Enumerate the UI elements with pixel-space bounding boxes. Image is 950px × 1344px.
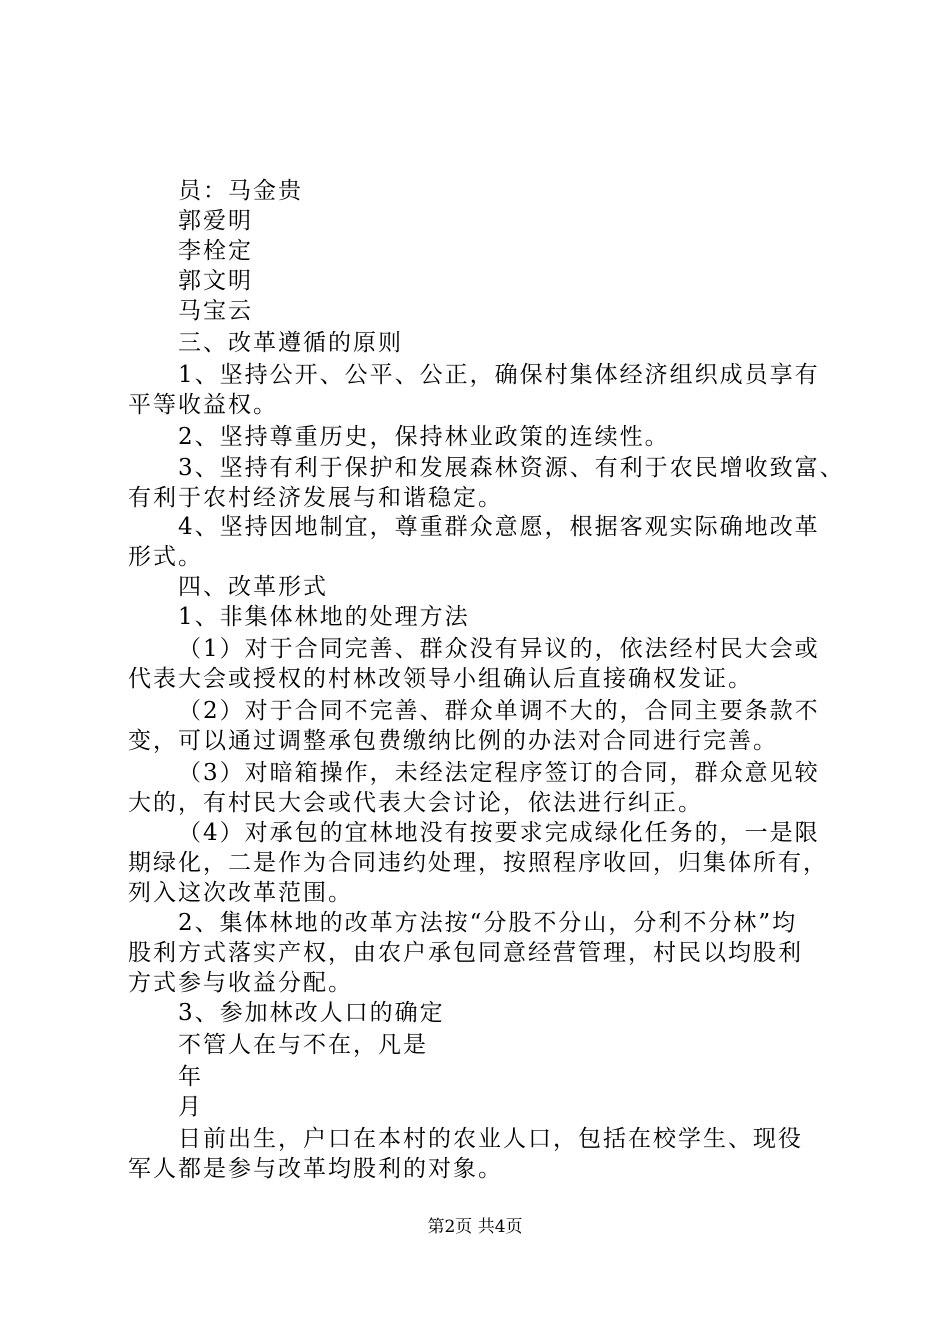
page-number-footer: 第2页 共4页	[427, 1217, 523, 1237]
committee-member-name: 李栓定	[178, 238, 253, 264]
date-fragment-year: 年	[178, 1064, 203, 1090]
date-fragment-month: 月	[178, 1094, 203, 1120]
section-heading-principles: 三、改革遵循的原则	[178, 330, 403, 356]
paragraph-line: 形式。	[128, 544, 203, 570]
subsection-heading: 1、非集体林地的处理方法	[178, 604, 470, 630]
paragraph-line: 1、坚持公开、公平、公正，确保村集体经济组织成员享有	[178, 362, 820, 388]
paragraph-line: 方式参与收益分配。	[128, 970, 353, 996]
paragraph-line: （4）对承包的宜林地没有按要求完成绿化任务的，一是限	[178, 820, 820, 846]
committee-member-name: 马宝云	[178, 298, 253, 324]
paragraph-line: 4、坚持因地制宜，尊重群众意愿，根据客观实际确地改革	[178, 514, 820, 540]
paragraph-line: 股利方式落实产权，由农户承包同意经营管理，村民以均股利	[128, 940, 803, 966]
paragraph-line: 列入这次改革范围。	[128, 880, 353, 906]
paragraph-line: 有利于农村经济发展与和谐稳定。	[128, 485, 503, 511]
paragraph-line: 军人都是参与改革均股利的对象。	[128, 1156, 503, 1182]
paragraph-line: （2）对于合同不完善、群众单调不大的，合同主要条款不	[178, 698, 820, 724]
section-heading-forms: 四、改革形式	[178, 574, 328, 600]
paragraph-line: 代表大会或授权的村林改领导小组确认后直接确权发证。	[128, 666, 753, 692]
paragraph-line: 3、坚持有利于保护和发展森林资源、有利于农民增收致富、	[178, 455, 845, 481]
paragraph-line: 平等收益权。	[128, 392, 278, 418]
committee-member-name: 郭爱明	[178, 208, 253, 234]
paragraph-line: 2、集体林地的改革方法按“分股不分山，分利不分林”均	[178, 910, 798, 936]
paragraph-line: 2、坚持尊重历史，保持林业政策的连续性。	[178, 424, 670, 450]
paragraph-line: 期绿化，二是作为合同违约处理，按照程序收回，归集体所有，	[128, 850, 828, 876]
paragraph-line: 大的，有村民大会或代表大会讨论，依法进行纠正。	[128, 790, 703, 816]
paragraph-line: 日前出生，户口在本村的农业人口，包括在校学生、现役	[178, 1126, 803, 1152]
paragraph-line: 变，可以通过调整承包费缴纳比例的办法对合同进行完善。	[128, 728, 778, 754]
paragraph-line: 不管人在与不在，凡是	[178, 1032, 428, 1058]
committee-member-line: 员：马金贵	[178, 178, 303, 204]
paragraph-line: （3）对暗箱操作，未经法定程序签订的合同，群众意见较	[178, 760, 820, 786]
committee-member-name: 郭文明	[178, 268, 253, 294]
subsection-heading: 3、参加林改人口的确定	[178, 1000, 445, 1026]
paragraph-line: （1）对于合同完善、群众没有异议的，依法经村民大会或	[178, 636, 820, 662]
